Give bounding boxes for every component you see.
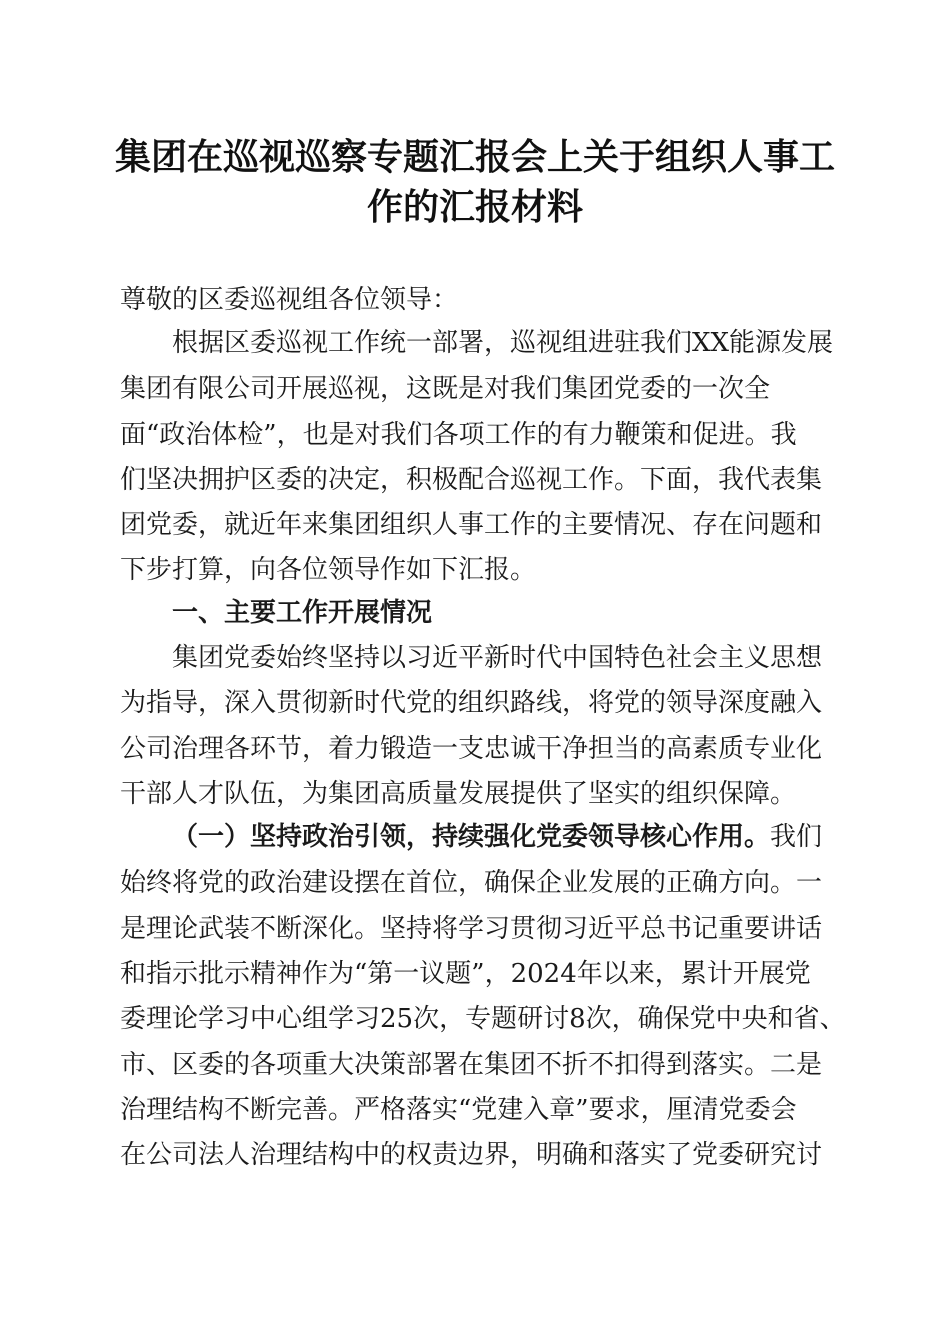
paragraph-line: 们坚决拥护区委的决定，积极配合巡视工作。下面，我代表集	[120, 465, 823, 495]
section-heading: 一、主要工作开展情况	[172, 598, 433, 628]
paragraph-line: 根据区委巡视工作统一部署，巡视组进驻我们XX能源发展	[172, 328, 834, 358]
salutation: 尊敬的区委巡视组各位领导：	[120, 285, 459, 315]
paragraph-line: 集团党委始终坚持以习近平新时代中国特色社会主义思想	[172, 643, 823, 673]
title-line-1: 集团在巡视巡察专题汇报会上关于组织人事工	[114, 136, 835, 178]
subheading-rest: 我们	[770, 822, 823, 852]
paragraph-line: 委理论学习中心组学习25次，专题研讨8次，确保党中央和省、	[120, 1004, 846, 1034]
subheading-bold: （一）坚持政治引领，持续强化党委领导核心作用。	[172, 822, 771, 852]
paragraph-line: 公司治理各环节，着力锻造一支忠诚干净担当的高素质专业化	[120, 734, 823, 764]
paragraph-line: 是理论武装不断深化。坚持将学习贯彻习近平总书记重要讲话	[120, 914, 823, 944]
paragraph-line: 下步打算，向各位领导作如下汇报。	[120, 555, 537, 585]
paragraph-line: 在公司法人治理结构中的权责边界，明确和落实了党委研究讨	[120, 1140, 823, 1170]
paragraph-line: 市、区委的各项重大决策部署在集团不折不扣得到落实。二是	[120, 1050, 823, 1080]
document-title	[100, 132, 850, 232]
paragraph-line: 集团有限公司开展巡视，这既是对我们集团党委的一次全	[120, 374, 771, 404]
title-line-2: 作的汇报材料	[366, 186, 583, 228]
paragraph-line: 干部人才队伍，为集团高质量发展提供了坚实的组织保障。	[120, 779, 797, 809]
paragraph-line: 面“政治体检”，也是对我们各项工作的有力鞭策和促进。我	[120, 420, 797, 450]
paragraph-line: 和指示批示精神作为“第一议题”，2024年以来，累计开展党	[120, 959, 811, 989]
paragraph-line: 为指导，深入贯彻新时代党的组织路线，将党的领导深度融入	[120, 688, 823, 718]
paragraph-line: 始终将党的政治建设摆在首位，确保企业发展的正确方向。一	[120, 868, 823, 898]
paragraph-line: 治理结构不断完善。严格落实“党建入章”要求，厘清党委会	[120, 1095, 797, 1125]
paragraph-line: 团党委，就近年来集团组织人事工作的主要情况、存在问题和	[120, 510, 823, 540]
subheading-line	[172, 820, 836, 854]
